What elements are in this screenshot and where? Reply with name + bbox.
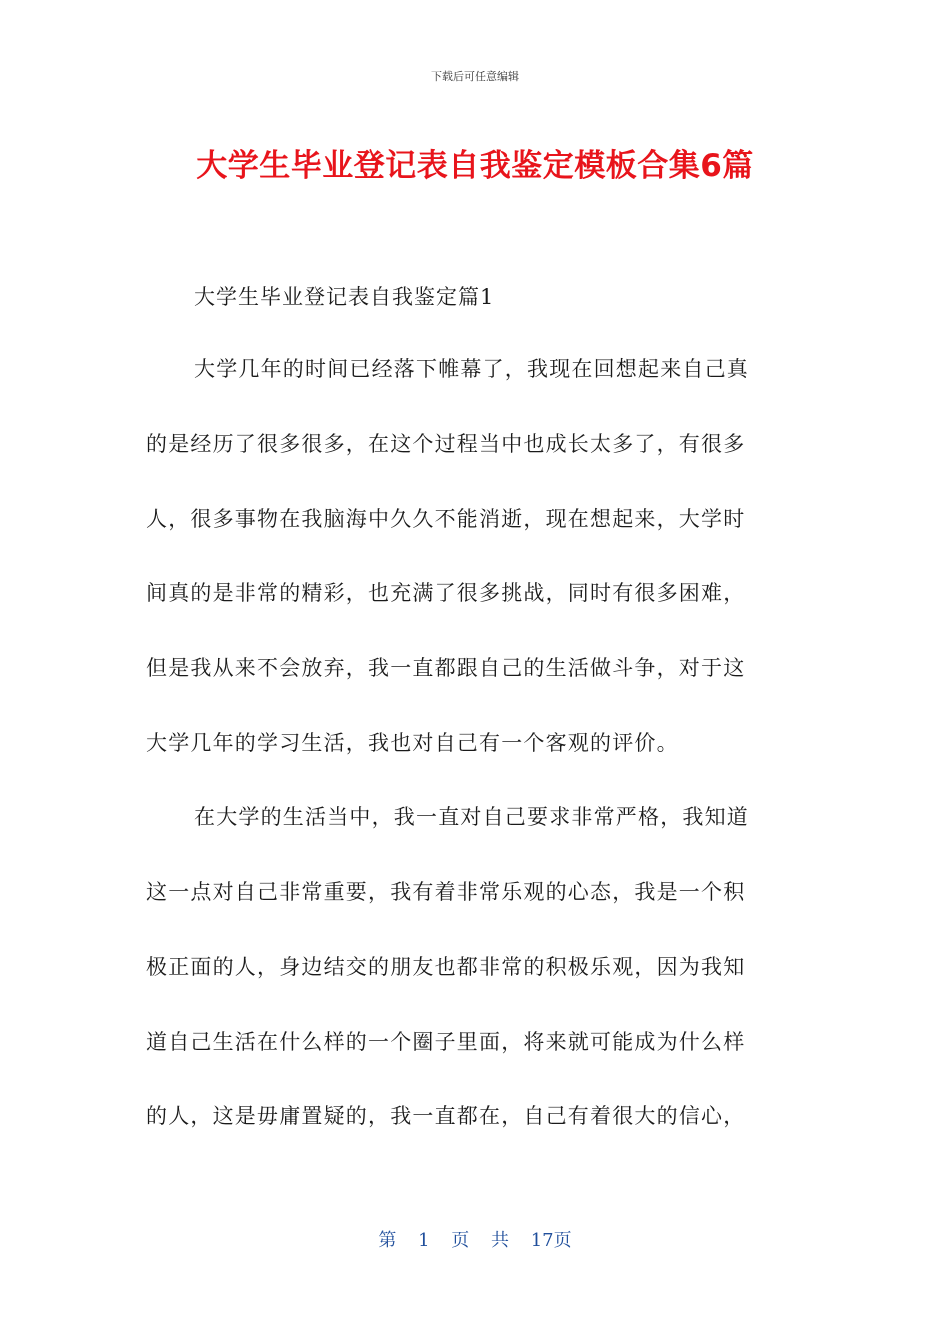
paragraph-line: 在大学的生活当中，我一直对自己要求非常严格，我知道 bbox=[194, 805, 749, 829]
paragraph-line: 极正面的人，身边结交的朋友也都非常的积极乐观，因为我知 bbox=[146, 955, 746, 979]
paragraph-line: 但是我从来不会放弃，我一直都跟自己的生活做斗争，对于这 bbox=[146, 656, 746, 680]
footer-total-prefix: 共 bbox=[491, 1230, 509, 1251]
header-note: 下载后可任意编辑 bbox=[431, 70, 519, 83]
document-title: 大学生毕业登记表自我鉴定模板合集6篇 bbox=[196, 148, 754, 184]
section-heading: 大学生毕业登记表自我鉴定篇1 bbox=[194, 285, 495, 309]
paragraph-line: 间真的是非常的精彩，也充满了很多挑战，同时有很多困难， bbox=[146, 581, 746, 605]
paragraph-line: 道自己生活在什么样的一个圈子里面，将来就可能成为什么样 bbox=[146, 1030, 746, 1054]
paragraph-line: 这一点对自己非常重要，我有着非常乐观的心态，我是一个积 bbox=[146, 880, 746, 904]
paragraph-line: 的是经历了很多很多，在这个过程当中也成长太多了，有很多 bbox=[146, 432, 746, 456]
footer-total-pages: 17页 bbox=[530, 1230, 572, 1251]
footer-prefix: 第 bbox=[378, 1230, 397, 1251]
page-footer bbox=[0, 1226, 950, 1252]
paragraph-line: 大学几年的时间已经落下帷幕了，我现在回想起来自己真 bbox=[194, 357, 749, 381]
paragraph-line: 人，很多事物在我脑海中久久不能消逝，现在想起来，大学时 bbox=[146, 507, 746, 531]
footer-page-number: 1 bbox=[418, 1230, 430, 1251]
paragraph-line: 的人，这是毋庸置疑的，我一直都在，自己有着很大的信心， bbox=[146, 1104, 746, 1128]
paragraph-line: 大学几年的学习生活，我也对自己有一个客观的评价。 bbox=[146, 731, 679, 755]
footer-page-label: 页 bbox=[451, 1230, 470, 1251]
